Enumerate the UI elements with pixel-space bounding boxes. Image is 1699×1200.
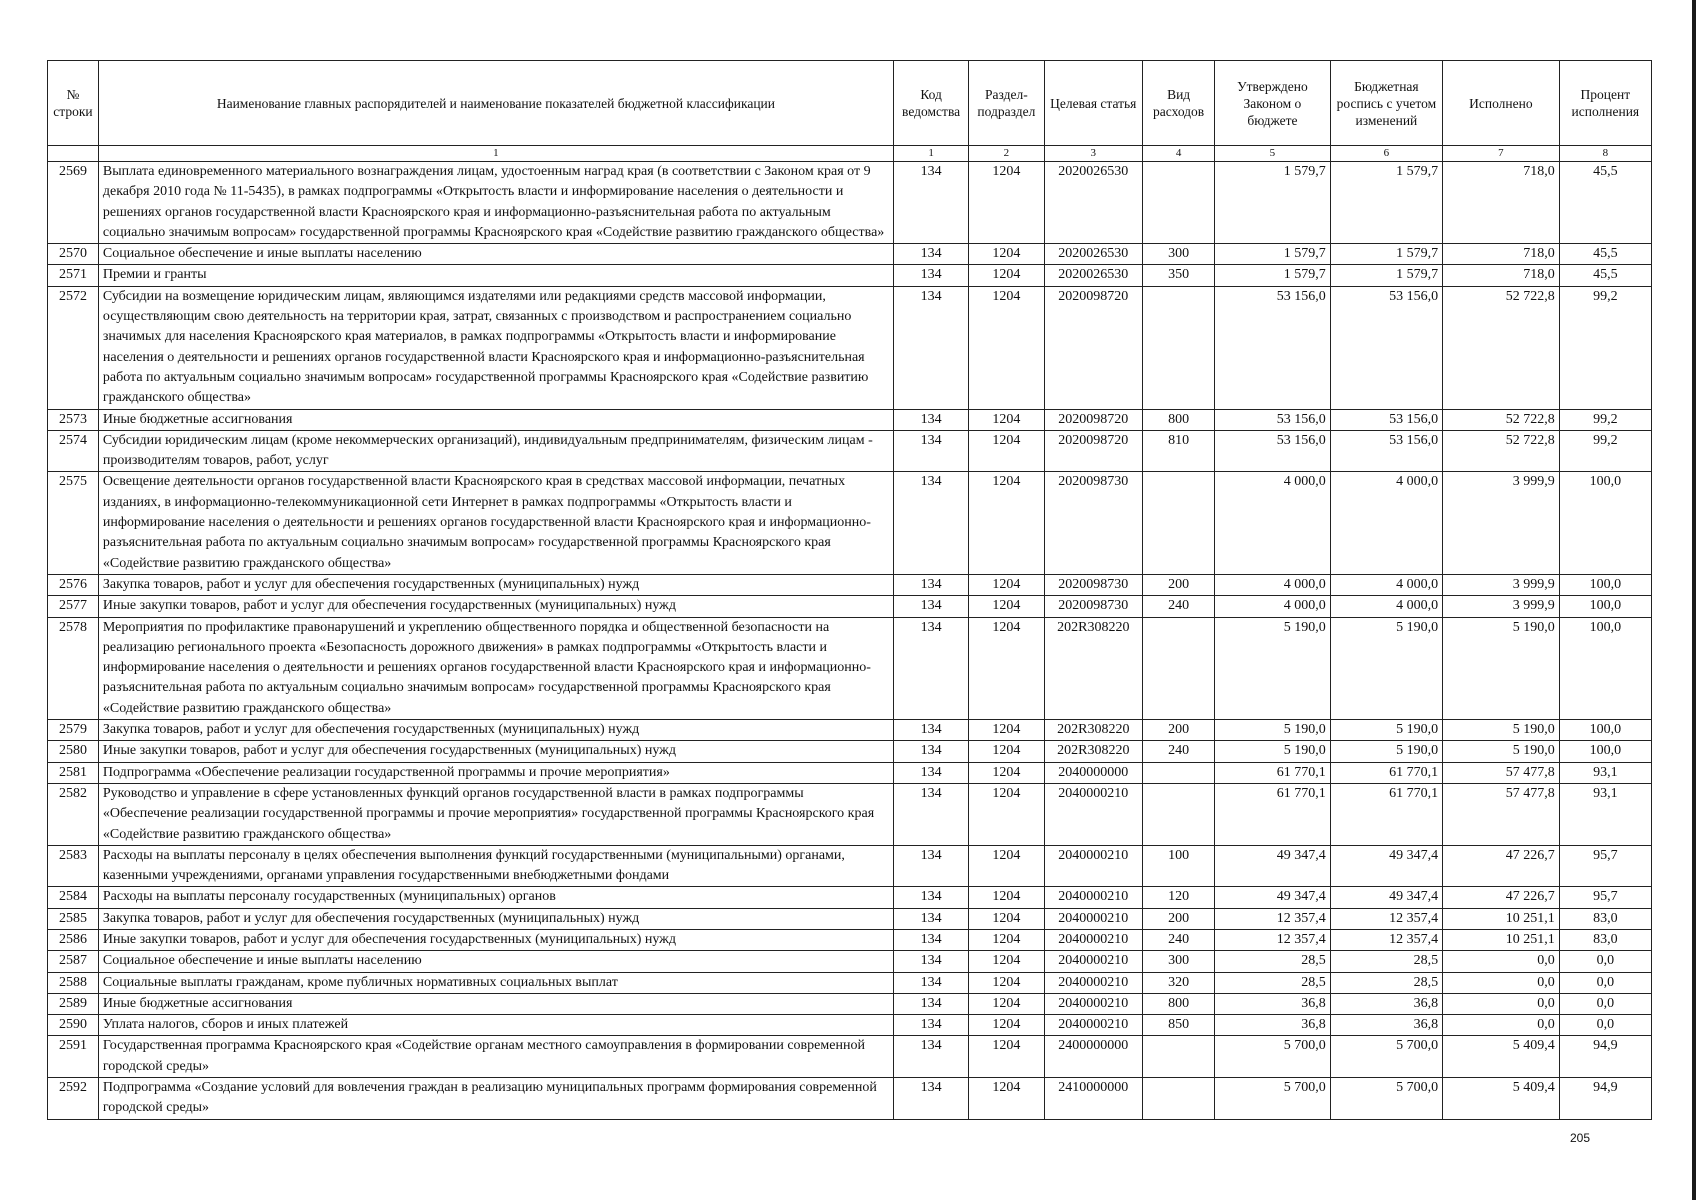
approved-amount: 36,8 xyxy=(1215,1015,1331,1036)
expense-type xyxy=(1143,162,1215,244)
approved-amount: 53 156,0 xyxy=(1215,286,1331,409)
table-row xyxy=(48,409,1652,430)
row-number: 2583 xyxy=(48,845,99,887)
section-code: 1204 xyxy=(969,951,1044,972)
expense-type xyxy=(1143,1036,1215,1078)
section-code: 1204 xyxy=(969,993,1044,1014)
dept-code: 134 xyxy=(893,1078,968,1120)
table-row xyxy=(48,1036,1652,1078)
budget-list-amount: 61 770,1 xyxy=(1330,783,1442,845)
approved-amount: 5 190,0 xyxy=(1215,720,1331,741)
executed-amount: 718,0 xyxy=(1443,265,1560,286)
approved-amount: 61 770,1 xyxy=(1215,783,1331,845)
expense-type: 200 xyxy=(1143,908,1215,929)
row-number: 2581 xyxy=(48,762,99,783)
execution-percent: 94,9 xyxy=(1559,1036,1651,1078)
table-row xyxy=(48,951,1652,972)
target-article: 2040000210 xyxy=(1044,929,1143,950)
dept-code: 134 xyxy=(893,617,968,719)
section-code: 1204 xyxy=(969,1078,1044,1120)
column-number: 2 xyxy=(969,146,1044,162)
target-article: 2040000210 xyxy=(1044,1015,1143,1036)
target-article: 2040000210 xyxy=(1044,951,1143,972)
header-executed: Исполнено xyxy=(1443,61,1560,146)
row-number: 2587 xyxy=(48,951,99,972)
table-row xyxy=(48,617,1652,719)
section-code: 1204 xyxy=(969,596,1044,617)
expense-type: 240 xyxy=(1143,929,1215,950)
executed-amount: 5 190,0 xyxy=(1443,617,1560,719)
execution-percent: 83,0 xyxy=(1559,929,1651,950)
expense-type: 300 xyxy=(1143,244,1215,265)
executed-amount: 718,0 xyxy=(1443,244,1560,265)
target-article: 2020026530 xyxy=(1044,162,1143,244)
target-article: 2020098720 xyxy=(1044,286,1143,409)
section-code: 1204 xyxy=(969,741,1044,762)
approved-amount: 28,5 xyxy=(1215,951,1331,972)
row-number: 2585 xyxy=(48,908,99,929)
execution-percent: 100,0 xyxy=(1559,617,1651,719)
executed-amount: 52 722,8 xyxy=(1443,409,1560,430)
target-article: 202R308220 xyxy=(1044,741,1143,762)
dept-code: 134 xyxy=(893,908,968,929)
row-number: 2574 xyxy=(48,430,99,472)
dept-code: 134 xyxy=(893,887,968,908)
indicator-name: Иные бюджетные ассигнования xyxy=(98,993,893,1014)
execution-percent: 99,2 xyxy=(1559,286,1651,409)
dept-code: 134 xyxy=(893,409,968,430)
header-approved: Утверждено Законом о бюджете xyxy=(1215,61,1331,146)
budget-list-amount: 5 190,0 xyxy=(1330,741,1442,762)
indicator-name: Иные закупки товаров, работ и услуг для обеспечения государственных (муниципальных) нужд xyxy=(98,596,893,617)
approved-amount: 4 000,0 xyxy=(1215,574,1331,595)
execution-percent: 0,0 xyxy=(1559,972,1651,993)
dept-code: 134 xyxy=(893,720,968,741)
section-code: 1204 xyxy=(969,617,1044,719)
expense-type: 300 xyxy=(1143,951,1215,972)
row-number: 2584 xyxy=(48,887,99,908)
section-code: 1204 xyxy=(969,430,1044,472)
approved-amount: 1 579,7 xyxy=(1215,244,1331,265)
row-number: 2586 xyxy=(48,929,99,950)
table-row xyxy=(48,993,1652,1014)
section-code: 1204 xyxy=(969,972,1044,993)
column-number: 3 xyxy=(1044,146,1143,162)
dept-code: 134 xyxy=(893,783,968,845)
budget-list-amount: 49 347,4 xyxy=(1330,845,1442,887)
approved-amount: 5 700,0 xyxy=(1215,1078,1331,1120)
executed-amount: 0,0 xyxy=(1443,972,1560,993)
execution-percent: 99,2 xyxy=(1559,430,1651,472)
indicator-name: Руководство и управление в сфере установленных функций органов государственной власти в рамках подпрограммы «Обеспечение реализации государственной программы и прочие мероприятия» государственной программы Красноярского края «Содействие развитию гражданского общества» xyxy=(98,783,893,845)
column-number: 6 xyxy=(1330,146,1442,162)
target-article: 2410000000 xyxy=(1044,1078,1143,1120)
executed-amount: 3 999,9 xyxy=(1443,574,1560,595)
indicator-name: Иные бюджетные ассигнования xyxy=(98,409,893,430)
table-row xyxy=(48,929,1652,950)
target-article: 2040000210 xyxy=(1044,972,1143,993)
indicator-name: Закупка товаров, работ и услуг для обеспечения государственных (муниципальных) нужд xyxy=(98,908,893,929)
approved-amount: 4 000,0 xyxy=(1215,596,1331,617)
indicator-name: Мероприятия по профилактике правонарушений и укреплению общественного порядка и общественной безопасности на реализацию регионального проекта «Безопасность дорожного движения» в рамках подпрограммы «Открытость власти и информирование населения о деятельности и решениях органов государственной власти Красноярского края и информационно-разъяснительная работа по актуальным социально значимым вопросам» государственной программы Красноярского края «Содействие развитию гражданского общества» xyxy=(98,617,893,719)
expense-type xyxy=(1143,472,1215,574)
header-budget-list: Бюджетная роспись с учетом изменений xyxy=(1330,61,1442,146)
expense-type: 320 xyxy=(1143,972,1215,993)
section-code: 1204 xyxy=(969,1015,1044,1036)
expense-type: 240 xyxy=(1143,596,1215,617)
indicator-name: Выплата единовременного материального вознаграждения лицам, удостоенным наград края (в соответствии с Законом края от 9 декабря 2010 года № 11-5435), в рамках подпрограммы «Открытость власти и информирование населения о деятельности и решениях органов государственной власти Красноярского края и информационно-разъяснительная работа по актуальным социально значимым вопросам» государственной программы Красноярского края «Содействие развитию гражданского общества» xyxy=(98,162,893,244)
budget-execution-table xyxy=(47,60,1652,1120)
approved-amount: 4 000,0 xyxy=(1215,472,1331,574)
executed-amount: 0,0 xyxy=(1443,951,1560,972)
expense-type: 810 xyxy=(1143,430,1215,472)
header-percent: Процент исполнения xyxy=(1559,61,1651,146)
table-row xyxy=(48,972,1652,993)
budget-list-amount: 1 579,7 xyxy=(1330,162,1442,244)
table-row xyxy=(48,596,1652,617)
executed-amount: 3 999,9 xyxy=(1443,596,1560,617)
approved-amount: 49 347,4 xyxy=(1215,845,1331,887)
target-article: 202R308220 xyxy=(1044,720,1143,741)
indicator-name: Закупка товаров, работ и услуг для обеспечения государственных (муниципальных) нужд xyxy=(98,574,893,595)
execution-percent: 100,0 xyxy=(1559,741,1651,762)
expense-type: 100 xyxy=(1143,845,1215,887)
target-article: 202R308220 xyxy=(1044,617,1143,719)
column-number-row xyxy=(48,146,1652,162)
target-article: 2040000210 xyxy=(1044,845,1143,887)
row-number: 2590 xyxy=(48,1015,99,1036)
execution-percent: 100,0 xyxy=(1559,720,1651,741)
expense-type: 200 xyxy=(1143,574,1215,595)
budget-list-amount: 36,8 xyxy=(1330,993,1442,1014)
table-row xyxy=(48,1078,1652,1120)
table-row xyxy=(48,472,1652,574)
budget-list-amount: 53 156,0 xyxy=(1330,430,1442,472)
row-number: 2589 xyxy=(48,993,99,1014)
execution-percent: 0,0 xyxy=(1559,993,1651,1014)
indicator-name: Уплата налогов, сборов и иных платежей xyxy=(98,1015,893,1036)
executed-amount: 0,0 xyxy=(1443,1015,1560,1036)
dept-code: 134 xyxy=(893,286,968,409)
budget-list-amount: 28,5 xyxy=(1330,972,1442,993)
dept-code: 134 xyxy=(893,162,968,244)
budget-list-amount: 4 000,0 xyxy=(1330,472,1442,574)
target-article: 2040000210 xyxy=(1044,783,1143,845)
execution-percent: 95,7 xyxy=(1559,887,1651,908)
section-code: 1204 xyxy=(969,286,1044,409)
target-article: 2040000210 xyxy=(1044,908,1143,929)
executed-amount: 47 226,7 xyxy=(1443,845,1560,887)
row-number: 2577 xyxy=(48,596,99,617)
approved-amount: 61 770,1 xyxy=(1215,762,1331,783)
row-number: 2575 xyxy=(48,472,99,574)
table-row xyxy=(48,244,1652,265)
table-row xyxy=(48,265,1652,286)
budget-list-amount: 4 000,0 xyxy=(1330,596,1442,617)
section-code: 1204 xyxy=(969,783,1044,845)
column-number: 5 xyxy=(1215,146,1331,162)
executed-amount: 57 477,8 xyxy=(1443,762,1560,783)
indicator-name: Закупка товаров, работ и услуг для обеспечения государственных (муниципальных) нужд xyxy=(98,720,893,741)
budget-list-amount: 4 000,0 xyxy=(1330,574,1442,595)
target-article: 2040000000 xyxy=(1044,762,1143,783)
target-article: 2020026530 xyxy=(1044,265,1143,286)
table-row xyxy=(48,574,1652,595)
expense-type: 200 xyxy=(1143,720,1215,741)
expense-type: 800 xyxy=(1143,409,1215,430)
budget-list-amount: 28,5 xyxy=(1330,951,1442,972)
table-row xyxy=(48,908,1652,929)
row-number: 2570 xyxy=(48,244,99,265)
header-name: Наименование главных распорядителей и наименование показателей бюджетной классификации xyxy=(98,61,893,146)
approved-amount: 5 190,0 xyxy=(1215,741,1331,762)
executed-amount: 52 722,8 xyxy=(1443,430,1560,472)
section-code: 1204 xyxy=(969,472,1044,574)
budget-list-amount: 61 770,1 xyxy=(1330,762,1442,783)
dept-code: 134 xyxy=(893,972,968,993)
target-article: 2020098730 xyxy=(1044,574,1143,595)
budget-list-amount: 12 357,4 xyxy=(1330,929,1442,950)
target-article: 2040000210 xyxy=(1044,993,1143,1014)
expense-type xyxy=(1143,286,1215,409)
dept-code: 134 xyxy=(893,993,968,1014)
target-article: 2020098720 xyxy=(1044,430,1143,472)
dept-code: 134 xyxy=(893,430,968,472)
expense-type xyxy=(1143,617,1215,719)
approved-amount: 12 357,4 xyxy=(1215,929,1331,950)
table-row xyxy=(48,1015,1652,1036)
budget-list-amount: 5 190,0 xyxy=(1330,617,1442,719)
indicator-name: Субсидии на возмещение юридическим лицам, являющимся издателями или редакциями средств массовой информации, осуществляющим свою деятельность на территории края, затрат, связанных с производством и распространением социально значимых для населения Красноярского края материалов, в рамках подпрограммы «Открытость власти и информирование населения о деятельности и решениях органов государственной власти Красноярского края и информационно-разъяснительная работа по актуальным социально значимым вопросам» государственной программы Красноярского края «Содействие развитию гражданского общества» xyxy=(98,286,893,409)
execution-percent: 93,1 xyxy=(1559,783,1651,845)
approved-amount: 1 579,7 xyxy=(1215,162,1331,244)
row-number: 2588 xyxy=(48,972,99,993)
execution-percent: 100,0 xyxy=(1559,472,1651,574)
indicator-name: Подпрограмма «Обеспечение реализации государственной программы и прочие мероприятия» xyxy=(98,762,893,783)
table-row xyxy=(48,286,1652,409)
column-number: 1 xyxy=(98,146,893,162)
dept-code: 134 xyxy=(893,265,968,286)
execution-percent: 0,0 xyxy=(1559,951,1651,972)
header-row-no: № строки xyxy=(48,61,99,146)
dept-code: 134 xyxy=(893,845,968,887)
table-row xyxy=(48,783,1652,845)
expense-type: 240 xyxy=(1143,741,1215,762)
budget-list-amount: 53 156,0 xyxy=(1330,286,1442,409)
executed-amount: 718,0 xyxy=(1443,162,1560,244)
row-number: 2579 xyxy=(48,720,99,741)
table-row xyxy=(48,887,1652,908)
dept-code: 134 xyxy=(893,472,968,574)
header-row xyxy=(48,61,1652,146)
row-number: 2576 xyxy=(48,574,99,595)
execution-percent: 93,1 xyxy=(1559,762,1651,783)
indicator-name: Премии и гранты xyxy=(98,265,893,286)
table-row xyxy=(48,762,1652,783)
target-article: 2020098730 xyxy=(1044,472,1143,574)
indicator-name: Социальное обеспечение и иные выплаты населению xyxy=(98,951,893,972)
dept-code: 134 xyxy=(893,244,968,265)
indicator-name: Социальные выплаты гражданам, кроме публичных нормативных социальных выплат xyxy=(98,972,893,993)
section-code: 1204 xyxy=(969,929,1044,950)
approved-amount: 5 190,0 xyxy=(1215,617,1331,719)
dept-code: 134 xyxy=(893,1015,968,1036)
page-number: 205 xyxy=(1570,1131,1591,1145)
section-code: 1204 xyxy=(969,762,1044,783)
scan-edge xyxy=(1692,0,1696,1200)
row-number: 2571 xyxy=(48,265,99,286)
table-row xyxy=(48,720,1652,741)
header-expense-type: Вид расходов xyxy=(1143,61,1215,146)
row-number: 2578 xyxy=(48,617,99,719)
execution-percent: 0,0 xyxy=(1559,1015,1651,1036)
section-code: 1204 xyxy=(969,162,1044,244)
executed-amount: 5 409,4 xyxy=(1443,1078,1560,1120)
budget-list-amount: 1 579,7 xyxy=(1330,244,1442,265)
row-number: 2582 xyxy=(48,783,99,845)
column-number: 7 xyxy=(1443,146,1560,162)
approved-amount: 53 156,0 xyxy=(1215,430,1331,472)
executed-amount: 5 190,0 xyxy=(1443,741,1560,762)
indicator-name: Государственная программа Красноярского края «Содействие органам местного самоуправления в формировании современной городской среды» xyxy=(98,1036,893,1078)
indicator-name: Расходы на выплаты персоналу в целях обеспечения выполнения функций государственными (муниципальными) органами, казенными учреждениями, органами управления государственными внебюджетными фондами xyxy=(98,845,893,887)
executed-amount: 5 409,4 xyxy=(1443,1036,1560,1078)
execution-percent: 100,0 xyxy=(1559,574,1651,595)
approved-amount: 49 347,4 xyxy=(1215,887,1331,908)
execution-percent: 83,0 xyxy=(1559,908,1651,929)
indicator-name: Иные закупки товаров, работ и услуг для обеспечения государственных (муниципальных) нужд xyxy=(98,929,893,950)
target-article: 2020098720 xyxy=(1044,409,1143,430)
indicator-name: Иные закупки товаров, работ и услуг для обеспечения государственных (муниципальных) нужд xyxy=(98,741,893,762)
target-article: 2020026530 xyxy=(1044,244,1143,265)
execution-percent: 45,5 xyxy=(1559,265,1651,286)
table-body xyxy=(48,162,1652,1120)
dept-code: 134 xyxy=(893,741,968,762)
expense-type: 800 xyxy=(1143,993,1215,1014)
expense-type: 350 xyxy=(1143,265,1215,286)
dept-code: 134 xyxy=(893,574,968,595)
column-number xyxy=(48,146,99,162)
indicator-name: Субсидии юридическим лицам (кроме некоммерческих организаций), индивидуальным предпринимателям, физическим лицам - производителям товаров, работ, услуг xyxy=(98,430,893,472)
budget-list-amount: 1 579,7 xyxy=(1330,265,1442,286)
section-code: 1204 xyxy=(969,887,1044,908)
row-number: 2572 xyxy=(48,286,99,409)
table-row xyxy=(48,162,1652,244)
execution-percent: 94,9 xyxy=(1559,1078,1651,1120)
budget-list-amount: 5 190,0 xyxy=(1330,720,1442,741)
column-number: 4 xyxy=(1143,146,1215,162)
dept-code: 134 xyxy=(893,1036,968,1078)
executed-amount: 10 251,1 xyxy=(1443,929,1560,950)
budget-list-amount: 5 700,0 xyxy=(1330,1078,1442,1120)
executed-amount: 57 477,8 xyxy=(1443,783,1560,845)
section-code: 1204 xyxy=(969,908,1044,929)
budget-list-amount: 49 347,4 xyxy=(1330,887,1442,908)
indicator-name: Социальное обеспечение и иные выплаты населению xyxy=(98,244,893,265)
indicator-name: Освещение деятельности органов государственной власти Красноярского края в средствах массовой информации, печатных изданиях, в информационно-телекоммуникационной сети Интернет в рамках подпрограммы «Открытость власти и информирование населения о деятельности и решениях органов государственной власти Красноярского края и информационно-разъяснительная работа по актуальным социально значимым вопросам» государственной программы Красноярского края «Содействие развитию гражданского общества» xyxy=(98,472,893,574)
executed-amount: 0,0 xyxy=(1443,993,1560,1014)
approved-amount: 28,5 xyxy=(1215,972,1331,993)
approved-amount: 5 700,0 xyxy=(1215,1036,1331,1078)
execution-percent: 100,0 xyxy=(1559,596,1651,617)
header-target: Целевая статья xyxy=(1044,61,1143,146)
approved-amount: 53 156,0 xyxy=(1215,409,1331,430)
row-number: 2573 xyxy=(48,409,99,430)
table-row xyxy=(48,741,1652,762)
expense-type: 850 xyxy=(1143,1015,1215,1036)
section-code: 1204 xyxy=(969,845,1044,887)
target-article: 2040000210 xyxy=(1044,887,1143,908)
dept-code: 134 xyxy=(893,951,968,972)
expense-type xyxy=(1143,1078,1215,1120)
execution-percent: 99,2 xyxy=(1559,409,1651,430)
dept-code: 134 xyxy=(893,762,968,783)
section-code: 1204 xyxy=(969,244,1044,265)
indicator-name: Расходы на выплаты персоналу государственных (муниципальных) органов xyxy=(98,887,893,908)
section-code: 1204 xyxy=(969,409,1044,430)
budget-list-amount: 12 357,4 xyxy=(1330,908,1442,929)
row-number: 2580 xyxy=(48,741,99,762)
executed-amount: 3 999,9 xyxy=(1443,472,1560,574)
budget-list-amount: 53 156,0 xyxy=(1330,409,1442,430)
executed-amount: 47 226,7 xyxy=(1443,887,1560,908)
indicator-name: Подпрограмма «Создание условий для вовлечения граждан в реализацию муниципальных программ формирования современной городской среды» xyxy=(98,1078,893,1120)
section-code: 1204 xyxy=(969,265,1044,286)
executed-amount: 10 251,1 xyxy=(1443,908,1560,929)
dept-code: 134 xyxy=(893,929,968,950)
column-number: 1 xyxy=(893,146,968,162)
expense-type xyxy=(1143,783,1215,845)
target-article: 2400000000 xyxy=(1044,1036,1143,1078)
execution-percent: 45,5 xyxy=(1559,162,1651,244)
header-dept-code: Код ведомства xyxy=(893,61,968,146)
row-number: 2591 xyxy=(48,1036,99,1078)
table-row xyxy=(48,430,1652,472)
section-code: 1204 xyxy=(969,574,1044,595)
approved-amount: 1 579,7 xyxy=(1215,265,1331,286)
executed-amount: 52 722,8 xyxy=(1443,286,1560,409)
row-number: 2569 xyxy=(48,162,99,244)
expense-type: 120 xyxy=(1143,887,1215,908)
section-code: 1204 xyxy=(969,720,1044,741)
dept-code: 134 xyxy=(893,596,968,617)
row-number: 2592 xyxy=(48,1078,99,1120)
budget-list-amount: 36,8 xyxy=(1330,1015,1442,1036)
header-section: Раздел-подраздел xyxy=(969,61,1044,146)
executed-amount: 5 190,0 xyxy=(1443,720,1560,741)
execution-percent: 45,5 xyxy=(1559,244,1651,265)
target-article: 2020098730 xyxy=(1044,596,1143,617)
approved-amount: 36,8 xyxy=(1215,993,1331,1014)
table-row xyxy=(48,845,1652,887)
budget-list-amount: 5 700,0 xyxy=(1330,1036,1442,1078)
section-code: 1204 xyxy=(969,1036,1044,1078)
column-number: 8 xyxy=(1559,146,1651,162)
expense-type xyxy=(1143,762,1215,783)
approved-amount: 12 357,4 xyxy=(1215,908,1331,929)
execution-percent: 95,7 xyxy=(1559,845,1651,887)
